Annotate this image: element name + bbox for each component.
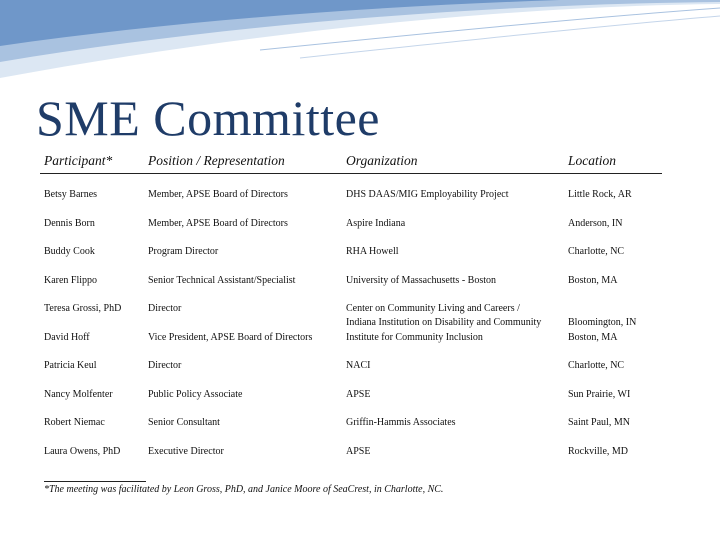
participant-organization: RHA Howell [346,246,399,257]
footnote-text: *The meeting was facilitated by Leon Gross, PhD, and Janice Moore of SeaCrest, in Charlotte, NC. [44,484,444,495]
participant-location: Sun Prairie, WI [568,388,631,400]
table-row [40,217,662,246]
participant-organization: APSE [346,445,371,457]
participant-organization: NACI [346,360,371,371]
participant-position: Director [148,303,182,314]
organization-line-1: Center on Community Living and Careers / [346,303,520,314]
table-row [40,388,662,417]
participant-location: Boston, MA [568,274,618,286]
table-row [40,245,662,274]
participant-name: Robert Niemac [44,417,105,428]
participant-position: Executive Director [148,445,224,457]
participant-position: Senior Technical Assistant/Specialist [148,274,296,286]
header-swoosh-decoration [0,0,720,90]
participant-organization: DHS DAAS/MIG Employability Project [346,189,509,200]
participant-name: Buddy Cook [44,246,95,257]
table-row [40,174,662,217]
location-text: Bloomington, IN [568,317,637,328]
table-header-row [40,150,662,174]
participant-name: Dennis Born [44,217,95,229]
participant-organization: Institute for Community Inclusion [346,331,483,343]
participant-organization: APSE [346,388,371,400]
organization-line-2: Indiana Institution on Disability and Community [346,317,542,328]
participant-position: Member, APSE Board of Directors [148,217,288,229]
participant-name: David Hoff [44,331,90,343]
table-row [40,416,662,445]
participant-organization: Aspire Indiana [346,217,406,229]
header-position: Position / Representation [144,150,342,174]
header-organization: Organization [342,150,564,174]
slide-title: SME Committee [36,90,380,146]
participant-organization [342,302,564,331]
participant-position: Director [148,360,182,371]
participant-position: Public Policy Associate [148,388,243,400]
participant-name: Teresa Grossi, PhD [44,303,122,314]
participant-position: Vice President, APSE Board of Directors [148,331,313,343]
header-location: Location [564,150,662,174]
participant-location: Boston, MA [568,331,618,343]
participant-location: Saint Paul, MN [568,417,630,428]
participant-name: Laura Owens, PhD [44,445,121,457]
participant-position: Senior Consultant [148,417,220,428]
footnote [44,480,443,495]
table-row [40,302,662,331]
participant-location: Little Rock, AR [568,189,632,200]
participant-name: Patricia Keul [44,360,97,371]
participant-location [564,302,662,331]
table-row [40,331,662,360]
participant-location: Rockville, MD [568,445,628,457]
committee-table [40,150,662,473]
table-row [40,274,662,303]
participant-location: Anderson, IN [568,217,623,229]
participant-name: Karen Flippo [44,274,98,286]
participant-name: Nancy Molfenter [44,388,113,400]
header-participant: Participant* [40,150,144,174]
participant-organization: Griffin-Hammis Associates [346,417,456,428]
table-row [40,359,662,388]
participant-position: Program Director [148,246,219,257]
participant-position: Member, APSE Board of Directors [148,189,288,200]
participant-organization: University of Massachusetts - Boston [346,274,496,286]
participant-location: Charlotte, NC [568,360,625,371]
participant-location: Charlotte, NC [568,246,625,257]
table-row [40,445,662,474]
participant-name: Betsy Barnes [44,189,98,200]
